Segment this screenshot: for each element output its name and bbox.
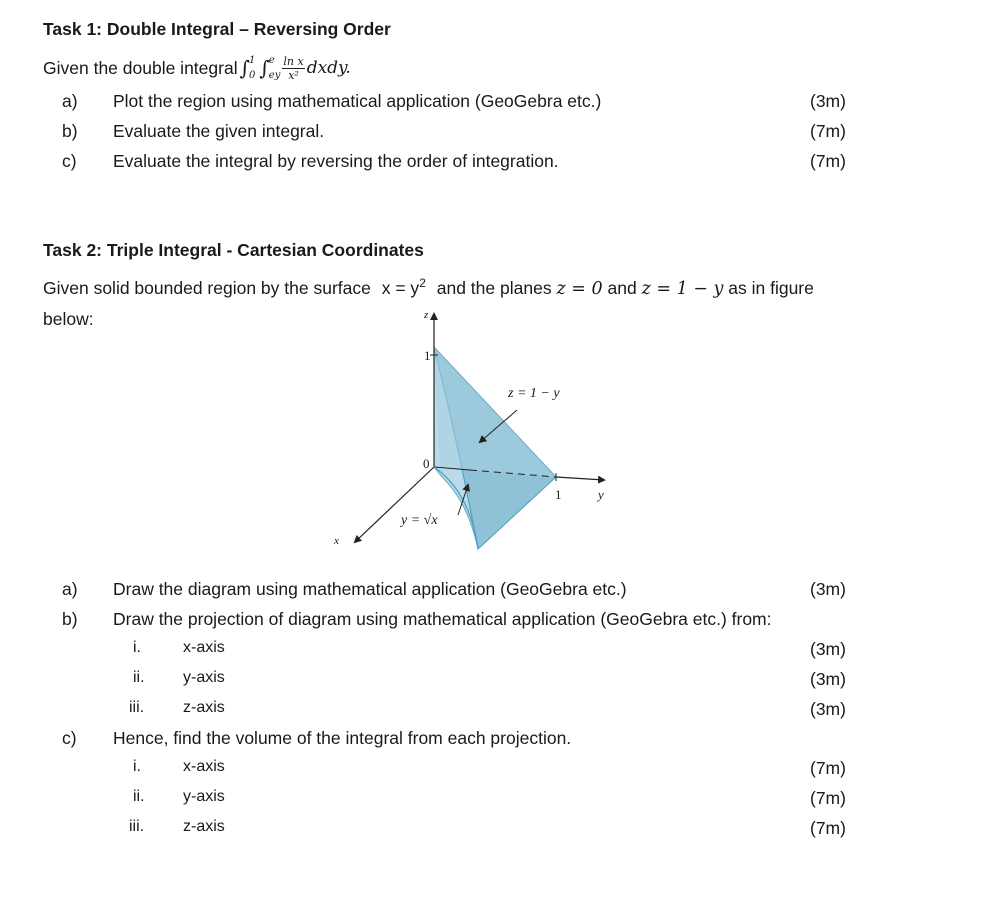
task1-intro-line [43,55,351,81]
task2-heading: Task 2: Triple Integral - Cartesian Coordinates [43,240,424,260]
task2-intro-part2: and the planes [436,277,552,298]
curve-equation-label: y = √x [401,513,438,528]
z-axis-label: z [424,309,429,321]
task1-item-b-label: b) [62,121,78,141]
y-axis-line [556,477,604,480]
task2-b-sub-iii-text: z-axis [183,699,225,716]
inner-upper-limit: e [268,54,275,66]
task2-item-c-text: Hence, find the volume of the integral from each projection. [113,728,572,748]
plane-z1y: z = 1 − y [641,278,724,299]
task2-item-b-text: Draw the projection of diagram using mathematical application (GeoGebra etc.) from: [113,609,772,629]
task2-c-sub-ii-label: ii. [133,788,145,805]
task1-item-c-mark: (7m) [810,151,846,171]
x-axis-line [355,467,434,542]
task1-item-a-mark: (3m) [810,91,846,111]
integrand-numerator: ln x [283,54,304,68]
task1-item-c-text: Evaluate the integral by reversing the order of integration. [113,151,559,171]
task2-c-sub-iii-text: z-axis [183,818,225,835]
task2-c-sub-ii-text: y-axis [183,788,225,805]
task2-intro-line2: below: [43,309,94,329]
task1-intro-text: Given the double integral [43,57,238,78]
inner-limits [269,56,281,81]
x-axis-label: x [334,535,339,547]
z-tick-label: 1 [424,348,431,363]
solid-region-figure [320,302,620,552]
outer-limits [249,56,255,81]
integrand-fraction [282,56,304,81]
inner-lower-limit: ey [268,69,281,81]
task2-intro-line [43,276,814,299]
integral-sign-outer: ∫ [239,56,250,80]
task2-b-sub-ii-text: y-axis [183,669,225,686]
y-axis-label: y [598,487,604,502]
task1-item-a-text: Plot the region using mathematical application (GeoGebra etc.) [113,91,602,111]
task2-c-sub-iii-mark: (7m) [810,818,846,838]
integral-differential: dxdy. [306,58,351,78]
task1-item-a-label: a) [62,91,78,111]
y-tick-label: 1 [555,487,562,502]
task2-item-a-text: Draw the diagram using mathematical application (GeoGebra etc.) [113,579,627,599]
task2-b-sub-i-mark: (3m) [810,639,846,659]
origin-label: 0 [423,456,430,471]
task2-c-sub-i-label: i. [133,758,141,775]
outer-upper-limit: 1 [249,54,256,66]
task2-b-sub-i-text: x-axis [183,639,225,656]
surface-exponent: 2 [419,276,426,290]
outer-lower-limit: 0 [249,69,256,81]
task2-item-b-label: b) [62,609,78,629]
plane-z0: z = 0 [556,278,603,299]
surface-equation: x = y [381,277,420,298]
task2-item-a-mark: (3m) [810,579,846,599]
task1-heading: Task 1: Double Integral – Reversing Order [43,19,391,39]
integral-sign-inner: ∫ [259,56,270,80]
and-word: and [607,277,637,298]
task1-item-c-label: c) [62,151,77,171]
task2-intro-part3: as in figure [728,277,814,298]
task2-c-sub-i-mark: (7m) [810,758,846,778]
task2-b-sub-iii-label: iii. [129,699,145,716]
task2-intro-part1: Given solid bounded region by the surface [43,277,371,298]
task2-b-sub-ii-mark: (3m) [810,669,846,689]
task2-item-a-label: a) [62,579,78,599]
task1-item-b-mark: (7m) [810,121,846,141]
task2-c-sub-i-text: x-axis [183,758,225,775]
task2-c-sub-iii-label: iii. [129,818,145,835]
task1-item-b-text: Evaluate the given integral. [113,121,325,141]
integrand-denominator: x² [288,68,299,82]
task2-item-c-label: c) [62,728,77,748]
task2-b-sub-i-label: i. [133,639,141,656]
task2-b-sub-ii-label: ii. [133,669,145,686]
plane-equation-label: z = 1 − y [508,386,560,401]
task2-c-sub-ii-mark: (7m) [810,788,846,808]
task2-b-sub-iii-mark: (3m) [810,699,846,719]
